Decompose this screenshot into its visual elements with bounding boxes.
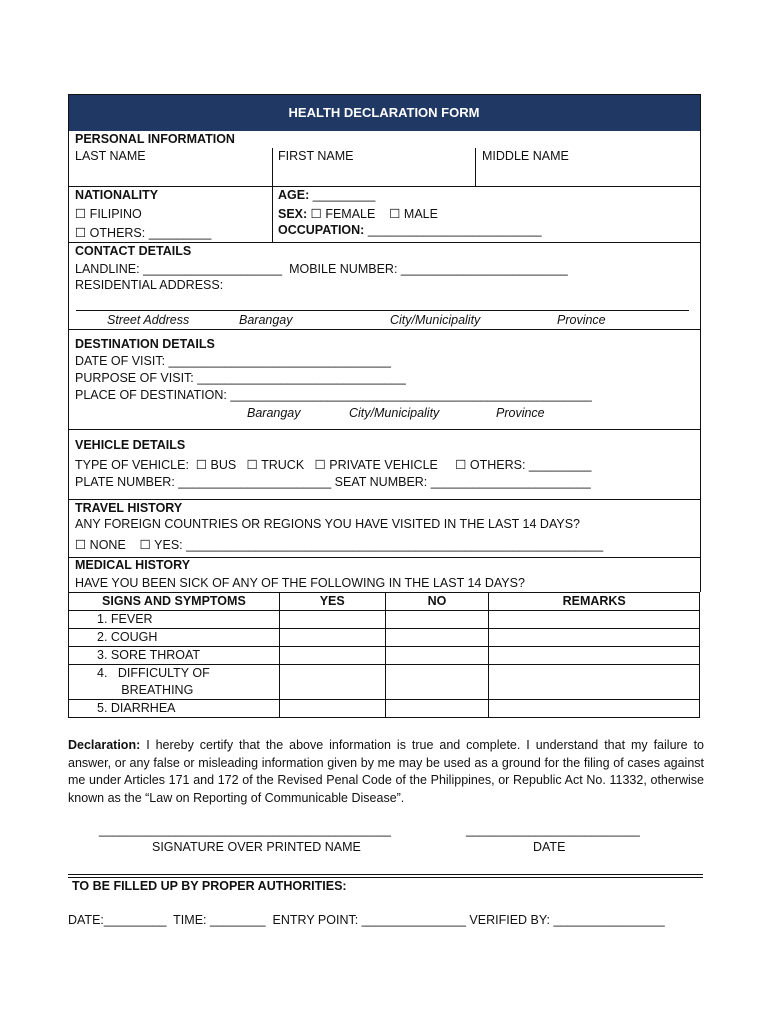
authorities-heading: TO BE FILLED UP BY PROPER AUTHORITIES: — [72, 879, 347, 893]
signature-label: SIGNATURE OVER PRINTED NAME — [152, 840, 361, 854]
medical-question: HAVE YOU BEEN SICK OF ANY OF THE FOLLOWING IN THE LAST 14 DAYS? — [75, 576, 525, 590]
dest-province-caption: Province — [496, 406, 545, 420]
declaration-label: Declaration: — [68, 738, 141, 752]
symptom-sore-throat: 3. SORE THROAT — [69, 647, 280, 665]
table-header-row — [69, 593, 700, 611]
yes-cell[interactable] — [279, 665, 385, 700]
age-field[interactable] — [278, 188, 375, 202]
city-caption: City/Municipality — [390, 313, 481, 327]
barangay-caption: Barangay — [239, 313, 293, 327]
declaration-text: I hereby certify that the above information is true and complete. I understand that my failure to answer, or any false or misleading information given by me may be used as a ground for the filing of cases against me under Articles 171 and 172 of the Revised Penal Code of the Philippines, or Republic Act No. 11332, otherwise known as the “Law on Reporting of Communicable Disease”. — [68, 738, 704, 805]
form-border-right — [700, 94, 701, 592]
form-border-top — [68, 94, 701, 95]
street-caption: Street Address — [107, 313, 190, 327]
declaration-paragraph — [68, 737, 704, 807]
others-checkbox[interactable]: ☐ OTHERS: _________ — [75, 226, 212, 240]
remarks-cell[interactable] — [489, 629, 700, 647]
occupation-label: OCCUPATION: — [278, 223, 365, 237]
sex-options: ☐ FEMALE ☐ MALE — [307, 207, 438, 221]
signature-line[interactable]: __________________________________________ — [99, 823, 391, 837]
divider — [272, 148, 273, 186]
travel-question: ANY FOREIGN COUNTRIES OR REGIONS YOU HAVE VISITED IN THE LAST 14 DAYS? — [75, 517, 580, 531]
divider — [68, 329, 701, 330]
form-border-left — [68, 94, 69, 592]
vehicle-type-row[interactable]: TYPE OF VEHICLE: ☐ BUS ☐ TRUCK ☐ PRIVATE VEHICLE ☐ OTHERS: _________ — [75, 458, 592, 472]
symptom-diarrhea: 5. DIARRHEA — [69, 700, 280, 718]
divider — [68, 499, 701, 500]
yes-cell[interactable] — [279, 629, 385, 647]
age-line: _________ — [309, 188, 376, 202]
symptom-line: 4. DIFFICULTY OF — [97, 666, 210, 680]
divider — [68, 242, 701, 243]
date-label: DATE — [533, 840, 566, 854]
double-rule-bottom — [68, 877, 703, 878]
dest-city-caption: City/Municipality — [349, 406, 440, 420]
symptom-cough: 2. COUGH — [69, 629, 280, 647]
no-cell[interactable] — [385, 611, 489, 629]
symptom-difficulty-breathing — [69, 665, 280, 700]
dest-barangay-caption: Barangay — [247, 406, 301, 420]
medical-heading: MEDICAL HISTORY — [75, 558, 191, 572]
contact-heading: CONTACT DETAILS — [75, 244, 192, 258]
divider — [68, 186, 701, 187]
col-no: NO — [385, 593, 489, 611]
remarks-cell[interactable] — [489, 647, 700, 665]
table-row — [69, 700, 700, 718]
sex-label: SEX: — [278, 207, 308, 221]
remarks-cell[interactable] — [489, 700, 700, 718]
table-row — [69, 665, 700, 700]
first-name-label: FIRST NAME — [278, 149, 354, 163]
place-of-destination-field[interactable]: PLACE OF DESTINATION: ____________________________________________________ — [75, 388, 592, 402]
personal-info-heading: PERSONAL INFORMATION — [75, 132, 235, 146]
authorities-row[interactable]: DATE:_________ TIME: ________ ENTRY POINT: _______________ VERIFIED BY: ________________ — [68, 913, 665, 927]
nationality-label: NATIONALITY — [75, 188, 159, 202]
symptom-line: BREATHING — [97, 683, 194, 697]
divider — [272, 186, 273, 242]
divider — [68, 429, 701, 430]
col-yes: YES — [279, 593, 385, 611]
yes-cell[interactable] — [279, 611, 385, 629]
purpose-of-visit-field[interactable]: PURPOSE OF VISIT: ______________________________ — [75, 371, 406, 385]
vehicle-heading: VEHICLE DETAILS — [75, 438, 186, 452]
date-line[interactable]: _________________________ — [466, 823, 640, 837]
middle-name-label: MIDDLE NAME — [482, 149, 569, 163]
no-cell[interactable] — [385, 665, 489, 700]
no-cell[interactable] — [385, 700, 489, 718]
form-title: HEALTH DECLARATION FORM — [68, 94, 700, 131]
table-row — [69, 647, 700, 665]
remarks-cell[interactable] — [489, 611, 700, 629]
destination-heading: DESTINATION DETAILS — [75, 337, 215, 351]
travel-heading: TRAVEL HISTORY — [75, 501, 183, 515]
symptom-fever: 1. FEVER — [69, 611, 280, 629]
table-row — [69, 629, 700, 647]
province-caption: Province — [557, 313, 606, 327]
remarks-cell[interactable] — [489, 665, 700, 700]
sex-field[interactable] — [278, 206, 438, 221]
travel-answer-row[interactable]: ☐ NONE ☐ YES: ____________________________________________________________ — [75, 538, 604, 552]
address-line[interactable] — [76, 310, 689, 311]
occupation-field[interactable] — [278, 223, 542, 237]
yes-cell[interactable] — [279, 647, 385, 665]
plate-seat-row[interactable]: PLATE NUMBER: ______________________ SEAT NUMBER: _______________________ — [75, 475, 591, 489]
occupation-line: _________________________ — [364, 223, 542, 237]
date-of-visit-field[interactable]: DATE OF VISIT: ________________________________ — [75, 354, 391, 368]
age-label: AGE: — [278, 188, 310, 202]
residential-address-label: RESIDENTIAL ADDRESS: — [75, 278, 224, 292]
col-signs: SIGNS AND SYMPTOMS — [69, 593, 280, 611]
no-cell[interactable] — [385, 647, 489, 665]
divider — [475, 148, 476, 186]
double-rule-top — [68, 874, 703, 875]
no-cell[interactable] — [385, 629, 489, 647]
last-name-label: LAST NAME — [75, 149, 146, 163]
symptoms-table — [68, 592, 700, 718]
col-remarks: REMARKS — [489, 593, 700, 611]
filipino-checkbox[interactable]: ☐ FILIPINO — [75, 207, 142, 221]
yes-cell[interactable] — [279, 700, 385, 718]
landline-mobile-row[interactable]: LANDLINE: ____________________ MOBILE NUMBER: ________________________ — [75, 262, 568, 276]
table-row — [69, 611, 700, 629]
